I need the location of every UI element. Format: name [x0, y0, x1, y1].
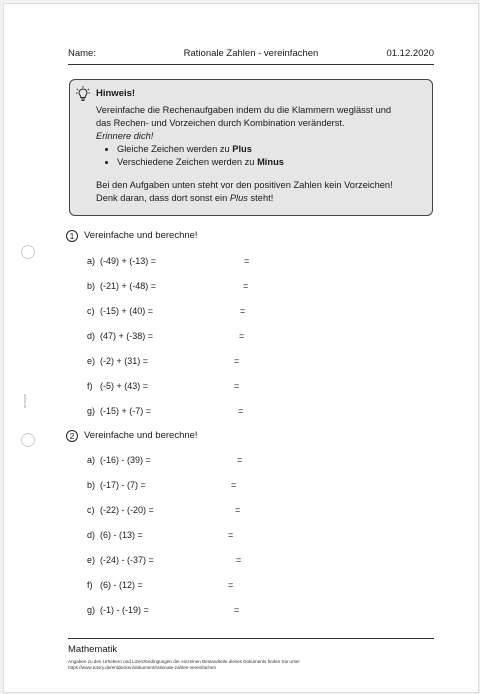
name-label: Name:	[68, 48, 96, 59]
hint-line-1: Vereinfache die Rechenaufgaben indem du die Klammern weglässt und	[96, 105, 392, 115]
task-expression: (-24) - (-37) =	[100, 555, 154, 565]
task-expression: (-1) - (-19) =	[100, 605, 149, 615]
answer-equals: =	[228, 580, 234, 590]
answer-equals: =	[244, 256, 250, 266]
hint-rule-plus: • Gleiche Zeichen werden zu Plus	[117, 143, 432, 156]
task-expression: (-49) + (-13) =	[100, 256, 157, 266]
hint-rules-list	[96, 143, 432, 169]
answer-equals: =	[234, 356, 240, 366]
hint-title: Hinweis!	[96, 88, 136, 99]
task-expression: (-22) - (-20) =	[100, 505, 154, 515]
punch-hole-bottom	[21, 433, 35, 447]
exercise-number-badge: 2	[66, 430, 78, 442]
answer-equals: =	[231, 480, 237, 490]
task-expression: (-15) + (-7) =	[100, 406, 152, 416]
header-divider	[68, 64, 434, 65]
punch-hole-top	[21, 245, 35, 259]
task-expression: (6) - (12) =	[100, 580, 143, 590]
hint-rule-minus: • Verschiedene Zeichen werden zu Minus	[117, 156, 432, 169]
task-expression: (-5) + (43) =	[100, 381, 149, 391]
task-expression: (47) + (-38) =	[100, 331, 154, 341]
hint-line-3: Bei den Aufgaben unten steht vor den positiven Zahlen kein Vorzeichen!	[96, 180, 393, 190]
answer-equals: =	[239, 331, 245, 341]
task-expression: (-15) + (40) =	[100, 306, 154, 316]
hint-body	[96, 104, 432, 205]
hint-line-4: Denk daran, dass dort sonst ein Plus steht!	[96, 193, 274, 203]
task-expression: (6) - (13) =	[100, 530, 143, 540]
answer-equals: =	[235, 505, 241, 515]
footer-subject: Mathematik	[68, 644, 118, 655]
hint-box	[69, 79, 433, 216]
answer-equals: =	[234, 381, 240, 391]
hint-remember: Erinnere dich!	[96, 131, 154, 141]
exercise-number-badge: 1	[66, 230, 78, 242]
task-expression: (-21) + (-48) =	[100, 281, 157, 291]
worksheet-date: 01.12.2020	[386, 48, 434, 59]
task-expression: (-16) - (39) =	[100, 455, 151, 465]
side-marker-text: anonym	[22, 393, 27, 408]
footer-source-link[interactable]: https://www.tutory.de/entdecken/dokument/rationale-zahlen-vereinfachen	[68, 665, 217, 670]
hint-line-2: das Rechen- und Vorzeichen durch Kombination veränderst.	[96, 118, 345, 128]
footer-license-note: Angaben zu den Urhebern und Lizenzbedingungen der einzelnen Bestandteile dieses Dokuments finden Sie unter https://www.tutory.de/entdecken/dokument/rationale-zahlen-vereinfachen	[68, 659, 438, 671]
answer-equals: =	[236, 555, 242, 565]
answer-equals: =	[234, 605, 240, 615]
footer-divider	[68, 638, 434, 639]
exercise-title: Vereinfache und berechne!	[84, 430, 198, 441]
lightbulb-icon	[76, 86, 90, 102]
task-expression: (-2) + (31) =	[100, 356, 149, 366]
answer-equals: =	[238, 406, 244, 416]
answer-equals: =	[240, 306, 246, 316]
answer-equals: =	[243, 281, 249, 291]
task-expression: (-17) - (7) =	[100, 480, 146, 490]
exercise-title: Vereinfache und berechne!	[84, 230, 198, 241]
answer-equals: =	[237, 455, 243, 465]
worksheet-title: Rationale Zahlen - vereinfachen	[183, 48, 319, 59]
answer-equals: =	[228, 530, 234, 540]
